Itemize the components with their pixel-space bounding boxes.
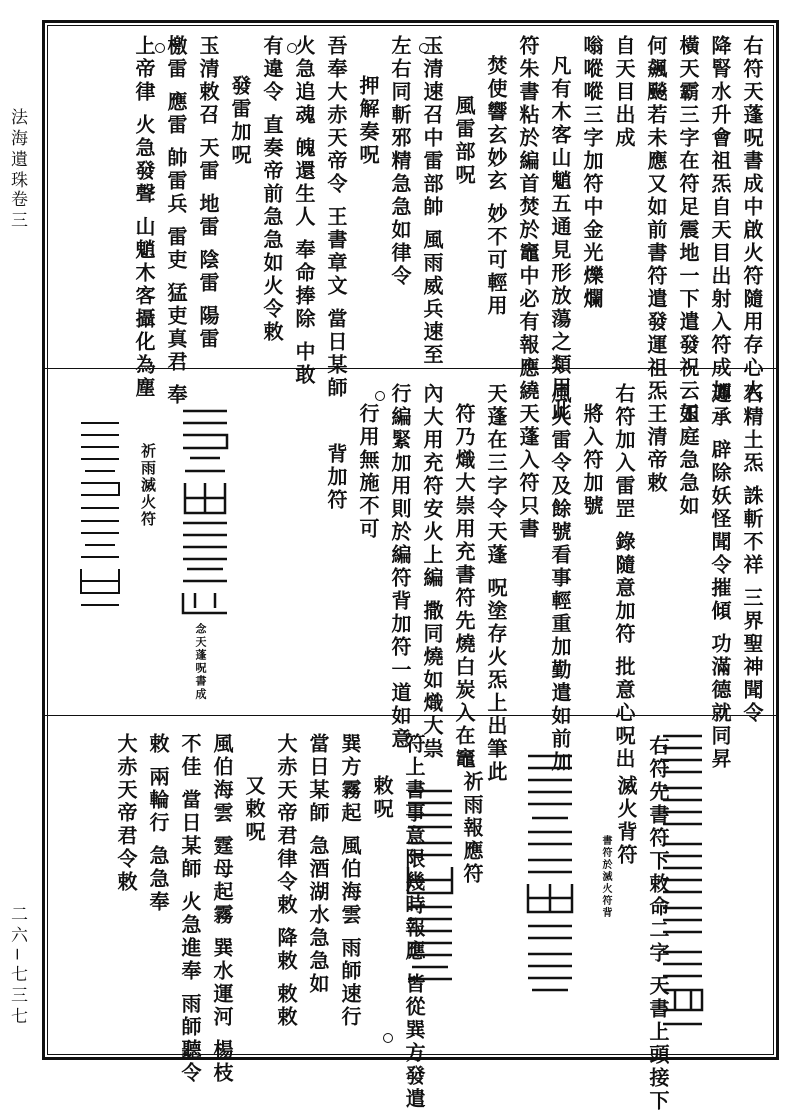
text-column: 火急追魂 魄還生人 奉命捧除 中敢 xyxy=(292,35,316,387)
text-column: 玉清速召中雷部帥 風雨威兵速至 xyxy=(420,35,444,367)
text-column: 行編緊加用則於編符背加符一道如意 xyxy=(388,383,412,751)
circle-mark xyxy=(375,391,385,401)
talisman-seal-right xyxy=(655,728,710,1038)
text-column: 大赤天帝君令敕 xyxy=(114,733,138,894)
text-column: 天蓬入符只書 xyxy=(516,403,540,541)
text-column: 有違令 直奏帝前急急如火令敕 xyxy=(260,35,284,344)
text-column: 焚使響玄妙玄 妙不可輕用 xyxy=(484,55,508,318)
text-column: 王清帝敕 xyxy=(644,403,668,495)
text-column: 符乃熾大崇用充書符先燒白炭入在竈 xyxy=(452,403,476,771)
text-column: 遵承 辟除妖怪聞令摧傾 功滿德就同昇 xyxy=(708,383,732,771)
text-column: 符朱書粘於編首焚於竈中必有報應繞 xyxy=(516,35,540,403)
talisman-seal-large xyxy=(175,403,235,623)
text-column: 天蓬在三字令天蓬 呪塗存火炁上出筆此 xyxy=(484,383,508,784)
text-column: 嗡㗰㗰三字加符中金光爍爛 xyxy=(580,35,604,311)
text-column: 將入符加號 xyxy=(580,403,604,518)
text-column: 橫天霸三字在符足震地一下遣發祝云如 xyxy=(676,35,700,426)
text-column: 當日某師 急酒湖水急急如 xyxy=(306,733,330,996)
text-column: 背加符 xyxy=(324,443,348,512)
text-column: 凡有木客山魈五通見形放蕩之類用此 xyxy=(548,55,572,423)
text-column: 符上書事意限幾時報應 皆從巽方發遣 xyxy=(402,733,426,1111)
text-column: 玉清敕召 天雷 地雷 陰雷 陽雷 xyxy=(196,35,220,351)
text-column: 降腎水升會祖炁自天目出射入符成加 xyxy=(708,35,732,403)
text-column: 右符天蓬呪書成中啟火符隨用存心火 xyxy=(740,35,764,403)
text-column: 又敕呪 xyxy=(242,775,266,844)
page-number: 二六−七三七 xyxy=(7,905,27,1029)
text-column: 玉庭急急如 xyxy=(676,403,700,518)
text-column: 不佳 當日某師 火急進奉 雨師聽令 xyxy=(178,733,202,1085)
text-column: 風伯海雲 霆母起霧 巽水運河 楊枝 xyxy=(210,733,234,1085)
text-column: 檄雷 應雷 帥雷兵 雷吏 猛吏真君 奉 xyxy=(164,35,188,407)
text-column: 風火雷令及餘號看事輕重加勤遣如前加 xyxy=(548,383,572,774)
text-column: 右符先書符下敕命二字 天書上頭接下 xyxy=(646,735,670,1113)
talisman-seal-small xyxy=(75,413,125,613)
text-column: 大赤天帝君律令敕 降敕 敕敕 xyxy=(274,733,298,1029)
talisman-seal-left xyxy=(400,783,460,983)
text-column: 內大用充符安火上編 撒同燒如熾大祟 xyxy=(420,383,444,761)
text-column: 左右同斬邪精急急如律令 xyxy=(388,35,412,288)
page-frame xyxy=(42,20,779,1113)
seal-label: 祈雨滅火符 xyxy=(139,443,157,528)
text-column: 石精土炁 誅斬不祥 三界聖神聞令 xyxy=(740,383,764,725)
text-column: 行用無施不可 xyxy=(356,403,380,541)
text-column: 風雷部呪 xyxy=(452,95,476,187)
text-column: 何飆飈若未應又如前書符遣發運祖炁 xyxy=(644,35,668,403)
text-column-note: 書符於滅火符背 xyxy=(600,835,611,919)
text-column: 祈雨報應符 xyxy=(460,771,484,886)
book-title: 法海遺珠 xyxy=(7,108,27,192)
text-column: 滅火背符 xyxy=(614,775,638,867)
circle-mark xyxy=(287,43,297,53)
text-column: 敕呪 xyxy=(370,775,394,821)
text-column: 自天目出成 xyxy=(612,35,636,150)
text-column: 上帝律 火急發聲 山魈木客攝化為塵 xyxy=(132,35,156,400)
text-column: 敕 兩輪行 急急奉 xyxy=(146,733,170,914)
volume-label: 卷三 xyxy=(7,190,27,232)
text-column: 巽方霧起 風伯海雲 雨師速行 xyxy=(338,733,362,1029)
text-column: 吾奉大赤天帝令 王書章文 當日某師 xyxy=(324,35,348,400)
circle-mark xyxy=(155,43,165,53)
circle-mark xyxy=(419,43,429,53)
seal-caption: 念天蓬呪書成 xyxy=(194,623,207,701)
text-column: 押解奏呪 xyxy=(356,75,380,167)
talisman-seal-middle xyxy=(520,748,580,998)
text-column: 右符加入雷罡 錄隨意加符 批意心呪出 xyxy=(612,383,636,771)
text-column: 發雷加呪 xyxy=(228,75,252,167)
circle-mark xyxy=(383,1033,393,1043)
